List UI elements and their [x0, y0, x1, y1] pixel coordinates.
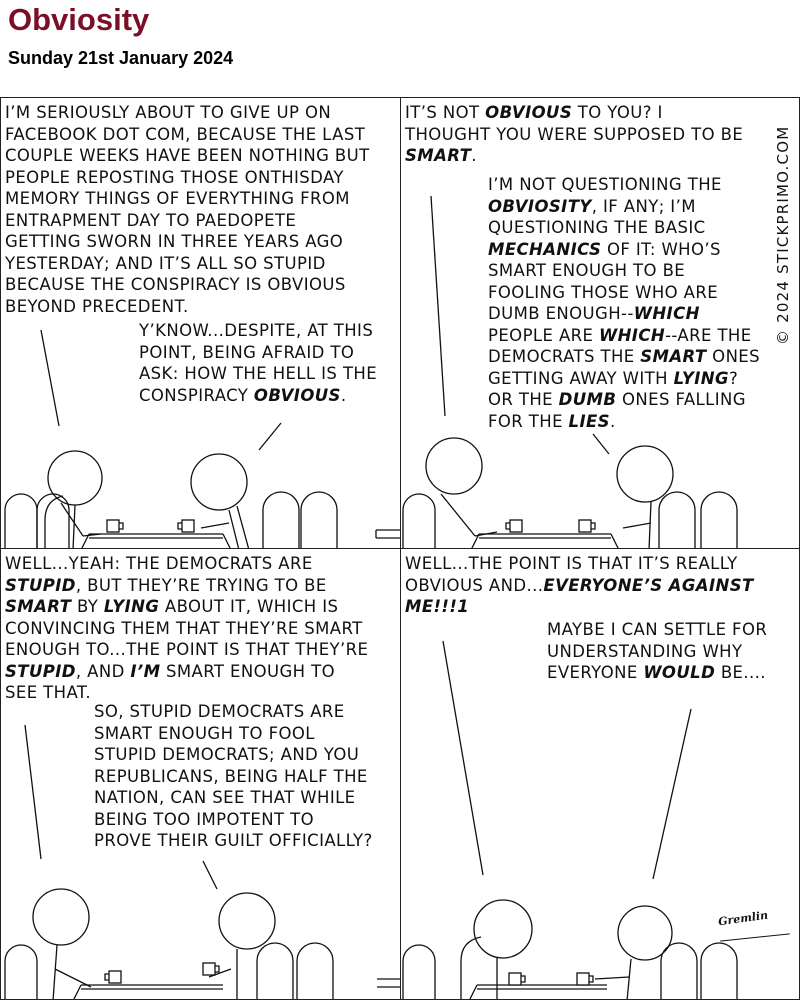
- speech-left: WELL...YEAH: THE DEMOCRATS ARE STUPID, BUT THEY’RE TRYING TO BE SMART BY LYING ABOUT IT, WHICH IS CONVINCING THEM THAT THEY’RE SMART ENOUGH TO...THE POINT IS THAT THEY’RE STUPID, AND I’M SMART ENOUGH TO SEE THAT.: [5, 554, 369, 702]
- panel-art: [1, 549, 401, 1000]
- speech-right: MAYBE I CAN SETTLE FOR UNDERSTANDING WHY EVERYONE WOULD BE....: [547, 620, 768, 682]
- panel-art: [1, 98, 401, 549]
- comic-panel-1: [0, 97, 401, 549]
- panel-art: [401, 98, 800, 549]
- copyright-text: © 2024 STICKPRIMO.COM: [774, 125, 792, 345]
- speech-left: I’M SERIOUSLY ABOUT TO GIVE UP ON FACEBOOK DOT COM, BECAUSE THE LAST COUPLE WEEKS HAVE BEEN NOTHING BUT PEOPLE REPOSTING THOSE ONTHISDAY MEMORY THINGS OF EVERYTHING FROM ENTRAPMENT DAY TO PAEDOPETE GETTING SWORN IN THREE YEARS AGO YESTERDAY; AND IT’S ALL SO STUPID BECAUSE THE CONSPIRACY IS OBVIOUS BEYOND PRECEDENT.: [5, 103, 370, 316]
- comic-panel-3: [0, 548, 401, 1000]
- speech-left: IT’S NOT OBVIOUS TO YOU? I THOUGHT YOU WERE SUPPOSED TO BE SMART.: [405, 103, 744, 165]
- speech-right: SO, STUPID DEMOCRATS ARE SMART ENOUGH TO FOOL STUPID DEMOCRATS; AND YOU REPUBLICANS, BEING HALF THE NATION, CAN SEE THAT WHILE BEING TOO IMPOTENT TO PROVE THEIR GUILT OFFICIALLY?: [94, 702, 373, 850]
- comic-date: Sunday 21st January 2024: [8, 48, 234, 68]
- comic-panel-2: [400, 97, 800, 549]
- comic-panel-4: [400, 548, 800, 1000]
- speech-right: Y’KNOW...DESPITE, AT THIS POINT, BEING AFRAID TO ASK: HOW THE HELL IS THE CONSPIRACY OBVIOUS.: [139, 321, 378, 405]
- comic-title: Obviosity: [8, 2, 150, 37]
- speech-left: WELL...THE POINT IS THAT IT’S REALLY OBVIOUS AND...EVERYONE’S AGAINST ME!!!1: [405, 554, 754, 616]
- speech-right: I’M NOT QUESTIONING THE OBVIOSITY, IF ANY; I’M QUESTIONING THE BASIC MECHANICS OF IT: WHO’S SMART ENOUGH TO BE FOOLING THOSE WHO ARE DUMB ENOUGH--WHICH PEOPLE ARE WHICH--ARE THE DEMOCRATS THE SMART ONES GETTING AWAY WITH LYING? OR THE DUMB ONES FALLING FOR THE LIES.: [488, 175, 761, 431]
- artist-signature: Gremlin: [717, 908, 769, 929]
- panel-art: [401, 549, 800, 1000]
